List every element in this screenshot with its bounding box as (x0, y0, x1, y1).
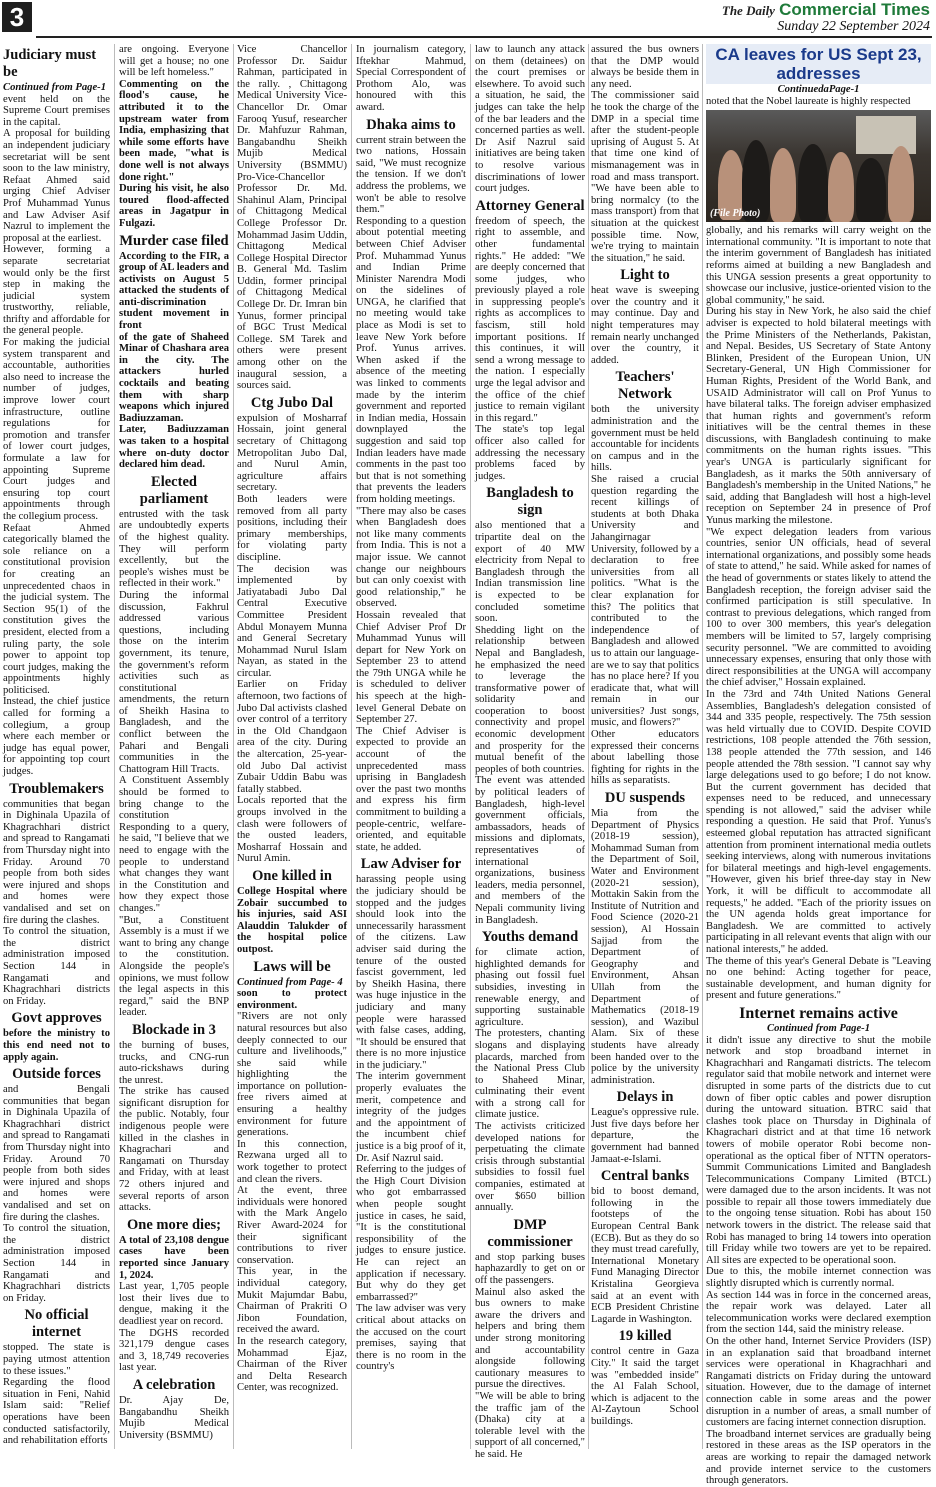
paragraph: bid to boost demand, following in the footsteps of the European Central Bank (ECB). But as they do so they must tread carefully, International Monetary Fund Managing Director Kristalina Georgieva said at an event with ECB President Christine Lagarde in Washington. (591, 1186, 699, 1325)
paragraph: The broadband internet services are gradually being restored in these areas as the ISP operators in the areas are working to repair the damaged network and provide internet service to the customers through generators. (706, 1428, 931, 1487)
paragraph: noted that the Nobel laureate is highly respected (706, 95, 911, 107)
paragraph: "But, a Constituent Assembly is a must if we want to bring any change to the constitution. Alongside the people's opinions, we must follow the legal aspects in this regard," said the BNP leader. (119, 914, 229, 1019)
paragraph: entrusted with the task are undoubtedly experts of the highest quality. They will perform excellently, but the people's wishes must be reflected in their work." (119, 508, 229, 590)
column-divider (470, 44, 471, 1449)
paragraph: control centre in Gaza City." It said the target was "embedded inside" the Al Falah School, which is adjacent to the Al-Zaytoun School buildings. (591, 1346, 699, 1427)
headline-law-adviser: Law Adviser for (360, 856, 462, 873)
person-figure (888, 146, 914, 222)
paragraph: The activists criticized developed nations for perpetuating the climate crisis through substantial subsidies to fossil fuel companies, estimated at over $650 billion annually. (475, 1121, 585, 1214)
paragraph: heat wave is sweeping over the country and it may continue. Day and night temperatures may remain nearly unchanged over the country, it added. (591, 285, 699, 366)
backdrop-panel (856, 116, 916, 154)
paragraph: it didn't issue any directive to shut the mobile network and stop broadband internet in Khagrachhari and Rangamati districts. The telecom regulator said that mobile network and internet were disrupted in some parts of the districts due to cut down of fiber optic cables and power disruption during the untoward situation. BTRC said that clashes took place on Thursday in Dighinala of Khagrachari district and at that time 16 network towers of mobile operator Robi become non-operational as the optical fiber of NTTN operators- Summit Communications Limited and Bangladesh Telecommunications Company Limited (BTCL) were damaged due to the arson incidents. It was not possible to repair all those towers immediately due to the ongoing tense situation. Robi has about 150 network towers in the district. The release said that Robi has managed to bring 14 towers into operation till Friday while two towers are yet to be repaired. All sites are expected to be operational soon. (706, 1034, 931, 1266)
paragraph: To control the situation, the district administration imposed Section 144 in Rangamati and Khagrachhari districts on Friday. (3, 1223, 110, 1304)
paper-name-main: Commercial Times (779, 0, 930, 19)
paragraph: Refaat Ahmed categorically blamed the sole reliance on a constitutional provision for creating an unprecedented chaos in the judicial system. The Section 95(1) of the constitution gives the president, elected from a ruling party, the sole power to appoint top court judges, making the appointments highly politicised. (3, 522, 110, 696)
paper-name-prefix: The Daily (721, 3, 775, 18)
page-number: 3 (2, 2, 32, 32)
paragraph: The theme of this year's General Debate is "Leaving no one behind: Acting together for peace, sustainable development, and human dignity for present and future generations." (706, 955, 931, 1002)
paragraph: League's oppressive rule. Just five days before her departure, the government had banned Jamaat-e-Islami. (591, 1107, 699, 1165)
paragraph: The interim government properly evaluates the merit, competence and integrity of the judges and the appointment of the incumbent chief justice is a big proof of it, Dr. Asif Nazrul said. (356, 1071, 466, 1164)
continued-note: Continued from Page-1 (767, 1022, 870, 1034)
headline-du-suspends: DU suspends (604, 790, 686, 807)
photo-caption: (File Photo) (710, 207, 761, 219)
paragraph: Dr. Ajay De, Bangabandhu Sheikh Mujib Medical University (BSMMU) (119, 1394, 229, 1441)
paragraph: A total of 23,108 dengue cases have been reported since January 1, 2024. (119, 1234, 229, 1281)
masthead-rule (36, 36, 932, 38)
person-figure (856, 158, 886, 222)
paragraph: The Chief Adviser is expected to provide an account of the unprecedented mass uprising in Bangladesh over the past two months and express his firm commitment to building a people-centric, welfare-oriented, and equitable state, he added. (356, 725, 466, 853)
paragraph: A proposal for building an independent judiciary secretariat will be sent soon to the law ministry, Refaat Ahmed said urging Chief Adviser Prof Muhammad Yunus and Law Adviser Asif Nazrul to implement the proposal at the earliest. (3, 128, 110, 244)
masthead (0, 0, 936, 38)
paragraph: Mia from the Department of Physics (2018-19 session), Mohammad Suman from the Department of Soil, Water and Environment (2020-21 session), Mottakin Sakin from the Institute of Nutrition and Food Science (2020-21 session), Al Hossain Sajjad from the Department of Geography and Environment, Ahsan Ullah from the Department of Mathematics (2018-19 session), and Wazibul Alam. Six of these students have already been handed over to the police by the university administration. (591, 808, 699, 1086)
paragraph: Mainul also asked the bus owners to make aware the drivers and helpers and bring them under strong monitoring and accountability alongside following cautionary measures to pursue the directives. (475, 1286, 585, 1391)
headline-elected-parliament: Elected parliament (139, 473, 209, 507)
paragraph: Regarding the flood situation in Feni, Nahid Islam said: "Relief operations have been conducted satisfactorily, and rehabilitation efforts (3, 1377, 110, 1447)
paragraph: Other educators expressed their concerns about labelling those fighting for rights in the hills as separatists. (591, 729, 699, 787)
paragraph: both the university administration and the government must be held accountable for incidents on campus and in the hills. (591, 404, 699, 474)
paragraph: The decision was implemented by Jatiyatabadi Jubo Dal Central Executive Committee President Abdul Monayem Munna and General Secretary Mohammad Nurul Islam Nayan, as stated in the circular. (237, 563, 347, 679)
headline-one-killed: One killed in (252, 867, 332, 884)
paragraph: Later, Badiuzzaman was taken to a hospital where on-duty doctor declared him dead. (119, 424, 229, 471)
column-3 (237, 44, 347, 1449)
continued-note: Continued from Page-1 (3, 82, 106, 93)
headline-celebration: A celebration (132, 1376, 216, 1393)
paragraph: Instead, the chief justice called for forming a collegium, a group where each member or judge has equal power, for appointing top court judges. (3, 696, 110, 778)
paragraph: Shedding light on the relationship between Nepal and Bangladesh, he emphasized the need to leverage the transformative power of solidarity and cooperation to boost connectivity and propel economic development and prosperity for the mutual benefit of the peoples of both countries. (475, 624, 585, 775)
column-7 (706, 44, 931, 1487)
paragraph: This year, in the individual category, Mukit Majumdar Babu, Chairman of Prakriti O Jibon Foundation, received the award. (237, 1266, 347, 1336)
column-4 (356, 44, 466, 1449)
news-photo (706, 110, 931, 222)
headline-outside-forces: Outside forces (12, 1066, 101, 1083)
paragraph: "Rivers are not only natural resources but also deeply connected to our culture and livelihoods," she said while highlighting the importance on pollution-free rivers aimed at ensuring a healthy environment for future generations. (237, 1011, 347, 1139)
paragraph: During the informal discussion, Fakhrul addressed various questions, including those on the interim government, its tenure, the government's reform activities such as constitutional amendments, the return of Sheikh Hasina to Bangladesh, and the conflict between the Pahari and Bengali communities in the Chattogram Hill Tracts. (119, 589, 229, 775)
headline-central-banks: Central banks (600, 1168, 690, 1185)
paragraph: During his stay in New York, he also said the chief adviser is expected to hold bilateral meetings with the Prime Ministers of the Netherlands, Pakistan, and Nepal. Besides, US Secretary of State Antony Blinken, President of the European Union, UN Secretary-General, UN High Commissioner for Human Rights, President of the World Bank, and USAID Administrator will call on Prof Yunus to have bilateral talks. The foreign adviser emphasized that human rights and government's reform initiatives will be the central themes in these discussions, with Bangladesh continuing to make commitments on the human rights issues. "This year's UNGA is particularly significant for Bangladesh, as it marks the 50th anniversary of Bangladesh's membership in the United Nations," he said, adding that Bangladesh will host a high-level reception on September 24 in presence of Prof Yunus marking the milestone. (706, 306, 931, 527)
paragraph: "There may also be cases when Bangladesh does not like many comments from India. This is not a major issue. We cannot change our neighbours but can only coexist with good relationship," he observed. (356, 505, 466, 610)
paragraph: assured the bus owners that the DMP would always be beside them in any need. (591, 44, 699, 90)
paragraph: Responding to a question about potential meeting between Chief Adviser Prof. Muhammad Yunus and Indian Prime Minister Narendra Modi on the sidelines of UNGA, he clarified that no meeting would take place as Modi is set to leave New York before Prof. Yunus arrives. When asked if the absence of the meeting was linked to comments made by the interim government and reported in Indian media, Hossain downplayed the suggestion and said top Indian leaders have made comments in the past too but that is not something that prevents the leaders from holding meetings. (356, 215, 466, 505)
paragraph: A Constituent Assembly should be formed to bring change to the constitution (119, 775, 229, 822)
paragraph: Vice Chancellor Professor Dr. Saidur Rahman, participated in the rally. , Chittagong Medical University Vice-Chancellor Dr. Omar Farooq Yusuf, researcher Dr. Mahfuzur Rahman, Bangabandhu Sheikh Mujib Medical University (BSMMU) Pro-Vice-Chancellor Professor Dr. Md. Shahinul Alam, Principal of Chittagong Medical College Professor Dr. Mohammad Jasim Uddin, Chittagong Medical College Hospital Director B. General Md. Taslim Uddin, former principal of Chittagong Medical College Dr. Dr. Imran bin Yunus, former principal of BGC Trust Medical College. SM Tarek and others were present among other on the inaugural session, a sources said. (237, 44, 347, 392)
paragraph: Earlier on Friday afternoon, two factions of Jubo Dal activists clashed over control of a territory in the Old Chandgaon area of the city. During the altercation, 25-year-old Jubo Dal activist Zubair Uddin Babu was fatally stabbed. (237, 679, 347, 795)
paragraph: Commenting on the flood's cause, he attributed it to the upstream water from India, emphasizing that while some efforts have been made, "what is done well is not always done right." (119, 78, 229, 183)
paragraph: of the gate of Shaheed Minar of Chashara area in the city. The attackers hurled cocktails and beating them with sharp weapons which injured Badiuzzaman. (119, 331, 229, 424)
paragraph: Locals reported that the groups involved in the clash were followers of the ousted leaders, Mosharraf Hossain and Nurul Amin. (237, 795, 347, 865)
paragraph: for climate action, highlighted demands for phasing out fossil fuel subsidies, investing in renewable energy, and supporting sustainable agriculture. (475, 947, 585, 1028)
paragraph: "We expect delegation leaders from various countries, senior UN officials, head of several international organizations, and possibly some heads of state to attend," he said. While asked for names of the head of governments or states likely to attend the Bangladesh reception, the foreign adviser said the confirmed participation is still speculative. In contrast to previous delegations, which ranged from 100 to over 300 members, this year's delegation members will be limited to 57, largely comprising security personnel. "We are committed to avoiding unnecessary expenses, ensuring that only those with direct responsibilities at the UNGA will accompany the chief adviser," Hossain explained. (706, 526, 931, 689)
column-divider (233, 44, 234, 1449)
paragraph: communities that began in Dighinala Upazila of Khagrachhari district and spread to Rangamati from Thursday night into Friday. Around 70 people from both sides were injured and shops and homes were vandalised and set on fire during the clashes. (3, 798, 110, 926)
paragraph: and Bengali communities that began in Dighinala Upazila of Khagrachhari district and spread to Rangamati from Thursday night into Friday. Around 70 people from both sides were injured and shops and homes were vandalised and set on fire during the clashes. (3, 1084, 110, 1223)
paragraph: freedom of speech, the right to assemble, and other fundamental rights." He added: "We are deeply concerned that some judges, who previously played a role in suppressing people's rights as accomplices to fascism, still hold important positions. If this continues, it will send a wrong message to the nation. I especially urge the legal advisor and the office of the chief justice to remain vigilant in this regard." (475, 215, 585, 424)
paragraph: The law adviser was very critical about attacks on the accused on the court premises, saying that there is no room in the country's (356, 1303, 466, 1373)
paragraph: The event was attended by political leaders of Bangladesh, high-level government officials, ambassadors, heads of missions and diplomats, representatives of international organizations, business leaders, media personnel, and members of the Nepali community living in Bangladesh. (475, 775, 585, 926)
column-5 (475, 44, 585, 1460)
headline-internet-remains-active: Internet remains active (739, 1004, 898, 1022)
paragraph: On the other hand, Internet Service Providers (ISP) in an explanation said that broadband internet services were operational in Khagrachhari and Rangamati districts on Friday during the untoward situation. However, due to the damage of internet connection cable in some areas and the power disruption in a number of areas, a small number of customers are facing internet connection disruption. (706, 1336, 931, 1429)
paragraph: The protesters, chanting slogans and displaying placards, marched from the National Press Club to Shaheed Minar, culminating their event with a strong call for climate justice. (475, 1028, 585, 1121)
paragraph: The DGHS recorded 321,179 dengue cases and 3, 18,749 recoveries last year. (119, 1327, 229, 1374)
headline-laws-will-be: Laws will be (253, 958, 331, 975)
paragraph: College Hospital where Zobair succumbed to his injuries, said ASI Alauddin Talukder of the hospital police outpost. (237, 885, 347, 955)
publication-date: Sunday 22 September 2024 (777, 19, 930, 34)
headline-19-killed: 19 killed (618, 1328, 672, 1345)
headline-judiciary: Judiciary must be (3, 47, 97, 80)
paper-name (722, 0, 930, 20)
column-1 (3, 44, 110, 1449)
continued-note: ContinuedaPage-1 (777, 84, 860, 95)
column-divider (351, 44, 352, 1449)
paragraph: In the 73rd and 74th United Nations General Assemblies, Bangladesh's delegation consisted of 344 and 335 people, respectively. The 75th session was held virtually due to COVID. Despite COVID restrictions, 108 people attended the 76th session, 138 people attended the 77th session, and 146 people attended the 78th session. "I cannot say why large delegations used to go before; I do not know. But the current government has decided that expenses need to be reduced, and unnecessary spending is not allowed," said the adviser while responding a question. He said that Prof. Yunus's esteemed global reputation has attracted significant attention from prominent international media outlets seeking interviews, along with numerous invitations for bilateral meetings and high-level engagements. "However, given his brief three-day stay in New York, it will be difficult to accommodate all requests," he added. "Each of the priority issues on the UN agenda holds great importance for Bangladesh. We are committed to actively participating in all relevant events that align with our national interests," he added. (706, 688, 931, 955)
continued-note: Continued from Page- 4 (237, 976, 343, 988)
headline-light-to: Light to (620, 267, 670, 284)
paragraph: Hossain revealed that Chief Adviser Prof Dr Muhammad Yunus will depart for New York on September 23 to attend the 79th UNGA while he is scheduled to deliver his speech at the high-level General Debate on September 27. (356, 609, 466, 726)
headline-troublemakers: Troublemakers (9, 780, 104, 797)
paragraph: Last year, 1,705 people lost their lives due to dengue, making it the deadliest year on record. (119, 1281, 229, 1327)
headline-no-official-internet: No official internet (24, 1307, 89, 1341)
paragraph: before the ministry to this end need not to apply again. (3, 1028, 110, 1063)
paragraph: expulsion of Mosharraf Hossain, joint general secretary of Chittagong Metropolitan Jubo Dal, and Nurul Amin, agriculture affairs secretary. (237, 412, 347, 494)
paragraph: "We will be able to bring the traffic jam of the (Dhaka) city at a tolerable level with the support of all concerned," he said. He (475, 1390, 585, 1460)
headline-bangladesh-to-sign: Bangladesh to sign (486, 485, 574, 519)
column-divider (702, 44, 703, 1449)
person-figure (770, 148, 796, 222)
paragraph: The commissioner said he took the charge of the DMP in a special time after the student-people uprising of August 5. At that time one kind of mismanagement was in road and mass transport. "We have been able to bring normalcy (to the mass transport) from that situation at the quickest possible time. Now, we're trying to maintain the situation," he said. (591, 90, 699, 264)
headline-dmp-commissioner: DMP commissioner (487, 1216, 573, 1250)
headline-murder-case: Murder case filed (119, 232, 229, 249)
paragraph: stopped. The state is paying utmost attention to these issues." (3, 1342, 110, 1377)
column-divider (588, 44, 589, 1449)
paragraph: Both leaders were removed from all party positions, including their primary memberships, for violating party discipline. (237, 493, 347, 563)
headline-dhaka-aims: Dhaka aims to (366, 116, 456, 133)
paragraph: event held on the Supreme Court premises in the capital. (3, 93, 110, 128)
paragraph: However, forming a separate secretariat would only be the first step in making the judicial system trustworthy, reliable, thrifty and affordable for the general people. (3, 244, 110, 337)
paragraph: The state's top legal officer also called for addressing the necessary problems faced by judges. (475, 424, 585, 482)
paragraph: also mentioned that a tripartite deal on the export of 40 MW electricity from Nepal to Bangladesh through the Indian transmission line is expected to be concluded sometime soon. (475, 520, 585, 625)
paragraph: The strike has caused significant disruption for the public. Notably, four indigenous people were killed in the clashes in Khagrachari and Rangamati on Thursday and Friday, with at least 72 others injured and several reports of arson attacks. (119, 1086, 229, 1214)
headline-teachers-network: Teachers' Network (615, 369, 675, 403)
paragraph: She raised a crucial question regarding the recent killings of students at both Dhaka University and Jahangirnagar University, followed by a declaration to free universities from all politics. "What is the clear explanation for this? The politics that contributed to the independence of Bangladesh and allowed us to attain our language-are we to say that politics has no place here? If you eradicate that, what will remain in our universities? Just songs, music, and flowers?" (591, 474, 699, 729)
paragraph: In journalism category, Iftekhar Mahmud, Special Correspondent of Prothom Alo, was honoured with this award. (356, 44, 466, 113)
paragraph: soon to protect environment. (237, 988, 347, 1011)
paragraph: To control the situation, the district administration imposed Section 144 in Rangamati and Khagrachhari districts on Friday. (3, 926, 110, 1007)
headline-govt-approves: Govt approves (11, 1010, 102, 1027)
headline-ca-leaves: CA leaves for US Sept 23, addresses (706, 44, 931, 84)
paragraph: According to the FIR, a group of AL leaders and activists on August 5 attacked the students of anti-discrimination student movement in front (119, 250, 229, 332)
paragraph: current strain between the two nations, Hossain said, "We must recognize the tension. If we don't address the problems, we won't be able to resolve them." (356, 134, 466, 216)
person-figure (828, 152, 854, 222)
paragraph: are ongoing. Everyone will get a house; no one will be left homeless." (119, 44, 229, 79)
column-divider (114, 44, 115, 1449)
column-2 (119, 44, 229, 1449)
paragraph: As section 144 was in force in the concerned areas, the repair work was delayed. Later all telecommunication works were declared exemption from the section 144, said the ministry release. (706, 1289, 931, 1336)
paragraph: Responding to a query, he said, "I believe that we need to engage with the people to understand what changes they want in the Constitution and how they expect those changes." (119, 821, 229, 914)
headline-delays-in: Delays in (616, 1089, 674, 1106)
paragraph: Due to this, the mobile internet connection was slightly disrupted which is currently normal. (706, 1266, 931, 1290)
paragraph: and stop parking buses haphazardly to get on or off the passengers. (475, 1251, 585, 1286)
headline-blockade: Blockade in 3 (132, 1021, 216, 1038)
headline-attorney-general: Attorney General (475, 197, 585, 214)
paragraph: During his visit, he also toured flood-affected areas in Jagatpur in Fulgazi. (119, 183, 229, 229)
column-6 (591, 44, 699, 1449)
paragraph: harassing people using the judiciary should be stopped and the judges should look into the unnecessarily harassment of the citizens. Law adviser said during the tenure of the ousted fascist government, led by Sheikh Hasina, there was huge injustice in the judiciary and many people were harassed with false cases, adding, "It should be ensured that there is no more injustice in the judiciary." (356, 874, 466, 1071)
paragraph: law to launch any attack on them (detainees) on the court premises or elsewhere. To avoid such a situation, he said, the judges can take the help of the bar leaders and the concerned parties as well. Dr Asif Nazrul said initiatives are being taken to resolve various discriminations of lower court judges. (475, 44, 585, 195)
headline-ctg-jubo-dal: Ctg Jubo Dal (250, 394, 334, 411)
paragraph: In this connection, Rezwana urged all to work together to protect and clean the rivers. (237, 1138, 347, 1185)
paragraph: In the research category, Mohammad Ejaz, Chairman of the River and Delta Research Center, was recognized. (237, 1335, 347, 1394)
paragraph: globally, and his remarks will carry weight on the international community. "It is important to note that the interim government of Bangladesh has initiated reforms aimed at building a new Bangladesh and this UNGA session presents a great opportunity to showcase our inclusive, justice-oriented vision to the global community," he said. (706, 225, 931, 306)
paragraph: For making the judicial system transparent and accountable, authorities also need to increase the number of judges, improve lower court infrastructure, outline regulations for promotion and transfer of lower court judges, formulate a law for appointing Supreme Court judges and ensuring top court appointments through the collegium process. (3, 337, 110, 522)
paragraph: Referring to the judges of the High Court Division who got embarrassed when people sought justice in cases, he said, "It is the constitutional responsibility of the judges to ensure justice. He can reject an application if necessary. But why do they get embarrassed?" (356, 1164, 466, 1303)
headline-youths-demand: Youths demand (481, 929, 579, 946)
headline-one-more-dies: One more dies; (127, 1216, 221, 1233)
paragraph: At the event, three individuals were honored with the Mark Angelo River Award-2024 for their significant contributions to river conservation. (237, 1185, 347, 1266)
paragraph: the burning of buses, trucks, and CNG-run auto-rickshaws during the unrest. (119, 1039, 229, 1086)
person-figure (798, 144, 828, 222)
